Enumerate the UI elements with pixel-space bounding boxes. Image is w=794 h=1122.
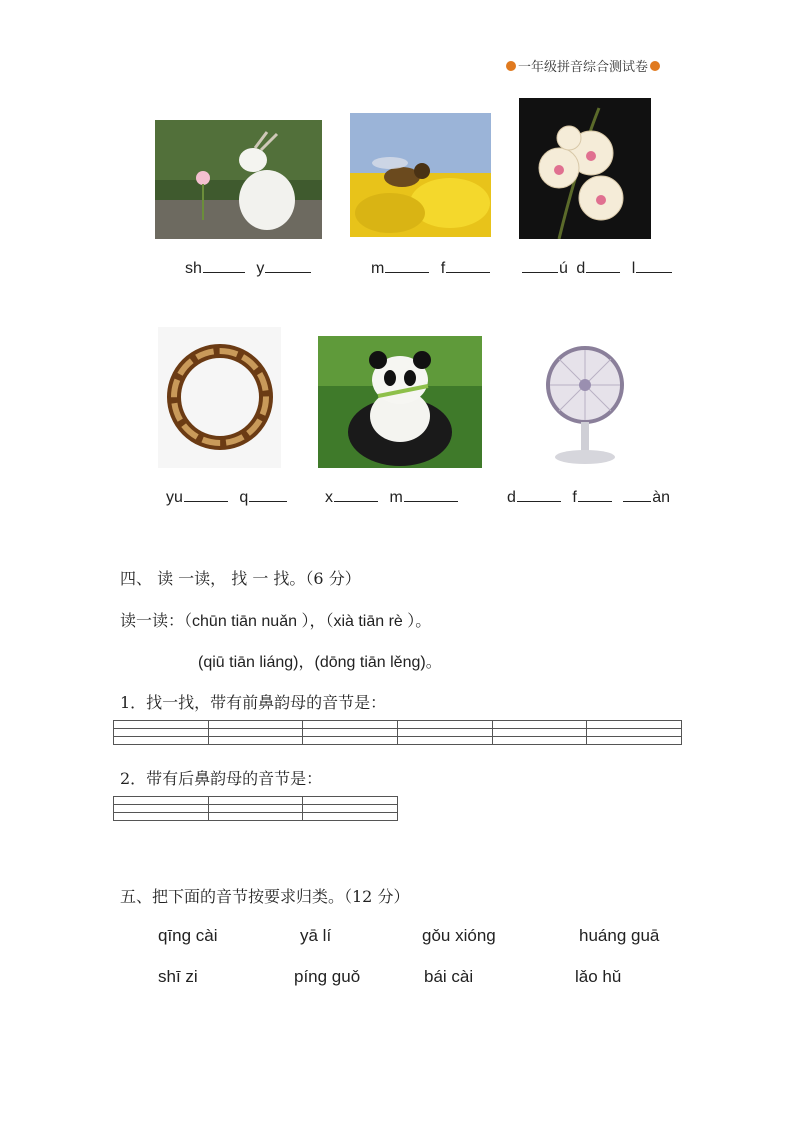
initial-d: d	[507, 489, 516, 506]
syllable-item: píng guǒ	[294, 967, 361, 986]
syllable-item: bái cài	[424, 967, 474, 986]
orchid-photo	[519, 98, 651, 239]
page-header	[506, 56, 660, 75]
answer-blank[interactable]	[578, 485, 612, 502]
panda-photo	[318, 336, 482, 468]
syllable-item: yā lí	[300, 926, 332, 945]
answer-blank[interactable]	[184, 485, 228, 502]
answer-blank[interactable]	[446, 256, 490, 273]
question-2: 2．带有后鼻韵母的音节是：	[120, 769, 323, 788]
answer-blank[interactable]	[203, 256, 245, 273]
orchid-blanks	[521, 256, 673, 278]
answer-blank[interactable]	[586, 256, 620, 273]
pinyin-line1: （chūn tiān nuǎn ），（xià tiān rè ）。	[184, 613, 432, 630]
ring-blanks	[166, 485, 288, 507]
final-u: ú	[559, 260, 568, 277]
goat-blanks	[185, 256, 312, 278]
initial-sh: sh	[185, 260, 202, 277]
initial-f: f	[572, 489, 577, 506]
initial-q: q	[239, 489, 249, 506]
answer-grid-1[interactable]	[113, 720, 682, 745]
syllable-item: lǎo hǔ	[575, 967, 622, 986]
question-1: 1．找一找，带有前鼻韵母的音节是：	[120, 693, 387, 712]
answer-blank[interactable]	[404, 485, 458, 502]
answer-blank[interactable]	[385, 256, 429, 273]
orange-dot-icon	[650, 61, 660, 71]
syllable-item: huáng guā	[579, 926, 660, 945]
answer-blank[interactable]	[334, 485, 378, 502]
section4-title: 四、 读 一读， 找 一 找。（6 分）	[120, 569, 361, 588]
section4-line1	[120, 608, 431, 631]
syllable-item: shī zi	[158, 967, 198, 986]
bee-photo	[350, 113, 491, 237]
answer-blank[interactable]	[265, 256, 311, 273]
read-label: 读一读：	[120, 611, 185, 630]
initial-yu: yu	[166, 489, 183, 506]
initial-x: x	[325, 489, 333, 506]
answer-blank[interactable]	[522, 256, 558, 273]
final-an: àn	[652, 489, 671, 506]
initial-m: m	[389, 489, 403, 506]
answer-blank[interactable]	[636, 256, 672, 273]
answer-blank[interactable]	[249, 485, 287, 502]
goat-photo	[155, 120, 322, 239]
answer-blank[interactable]	[517, 485, 561, 502]
syllable-item: gǒu xióng	[422, 926, 496, 945]
initial-l: l	[631, 260, 636, 277]
header-title: 一年级拼音综合测试卷	[518, 60, 649, 75]
panda-blanks	[325, 485, 459, 507]
section5-title: 五、把下面的音节按要求归类。（12 分）	[120, 887, 410, 906]
orange-dot-icon	[506, 61, 516, 71]
initial-f: f	[440, 260, 446, 277]
syllable-item: qīng cài	[158, 926, 218, 945]
answer-blank[interactable]	[623, 485, 651, 502]
bamboo-ring-photo	[158, 327, 281, 468]
initial-d: d	[576, 260, 586, 277]
fan-photo	[545, 345, 625, 467]
initial-m: m	[371, 260, 385, 277]
fan-blanks	[507, 485, 670, 507]
bee-blanks	[371, 256, 491, 278]
pinyin-line2: (qiū tiān liáng)，(dōng tiān lěng)。	[198, 654, 442, 671]
initial-y: y	[256, 260, 265, 277]
answer-grid-2[interactable]	[113, 796, 398, 821]
